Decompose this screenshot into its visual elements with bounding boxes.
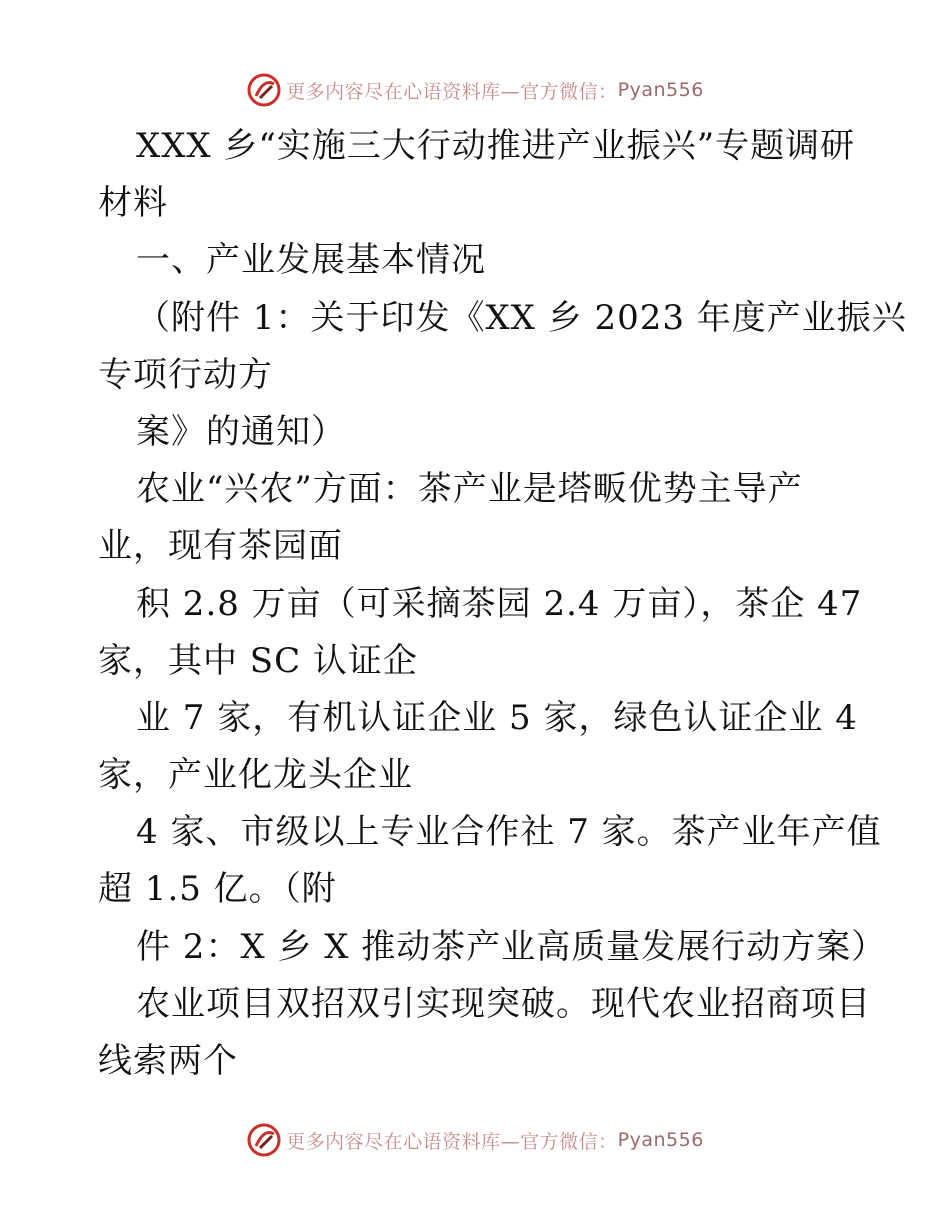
doc-line: 案》的通知） xyxy=(136,411,346,452)
doc-title-line-2: 材料 xyxy=(98,183,168,224)
doc-line: 农业项目双招双引实现突破。现代农业招商项目 xyxy=(136,983,871,1024)
doc-line: 业，现有茶园面 xyxy=(98,526,343,567)
watermark-id: Pyan556 xyxy=(617,1129,704,1151)
doc-line: 4 家、市级以上专业合作社 7 家。茶产业年产值 xyxy=(136,812,882,853)
logo-icon xyxy=(246,1122,282,1158)
doc-line: （附件 1：关于印发《XX 乡 2023 年度产业振兴 xyxy=(136,297,907,338)
doc-line: 超 1.5 亿。（附 xyxy=(98,869,337,910)
doc-line: 农业“兴农”方面：茶产业是塔畈优势主导产 xyxy=(136,469,803,510)
doc-line: 专项行动方 xyxy=(98,354,273,395)
doc-title-line-1: XXX 乡“实施三大行动推进产业振兴”专题调研 xyxy=(136,126,856,166)
doc-line: 业 7 家，有机认证企业 5 家，绿色认证企业 4 xyxy=(136,697,858,738)
doc-line: 线索两个 xyxy=(98,1041,238,1081)
section-heading: 一、产业发展基本情况 xyxy=(136,240,486,281)
watermark-text: 更多内容尽在心语资料库—官方微信： xyxy=(286,1130,618,1153)
doc-line: 积 2.8 万亩（可采摘茶园 2.4 万亩），茶企 47 xyxy=(136,583,863,624)
watermark-banner-top xyxy=(0,70,950,110)
doc-line: 家，其中 SC 认证企 xyxy=(98,640,418,681)
doc-line: 家，产业化龙头企业 xyxy=(98,755,413,796)
document-body xyxy=(98,118,907,1090)
watermark-id: Pyan556 xyxy=(617,79,704,101)
logo-icon xyxy=(246,72,282,108)
watermark-banner-bottom xyxy=(0,1120,950,1160)
watermark-text: 更多内容尽在心语资料库—官方微信： xyxy=(286,80,618,103)
doc-line: 件 2：X 乡 X 推动茶产业高质量发展行动方案） xyxy=(136,926,887,967)
